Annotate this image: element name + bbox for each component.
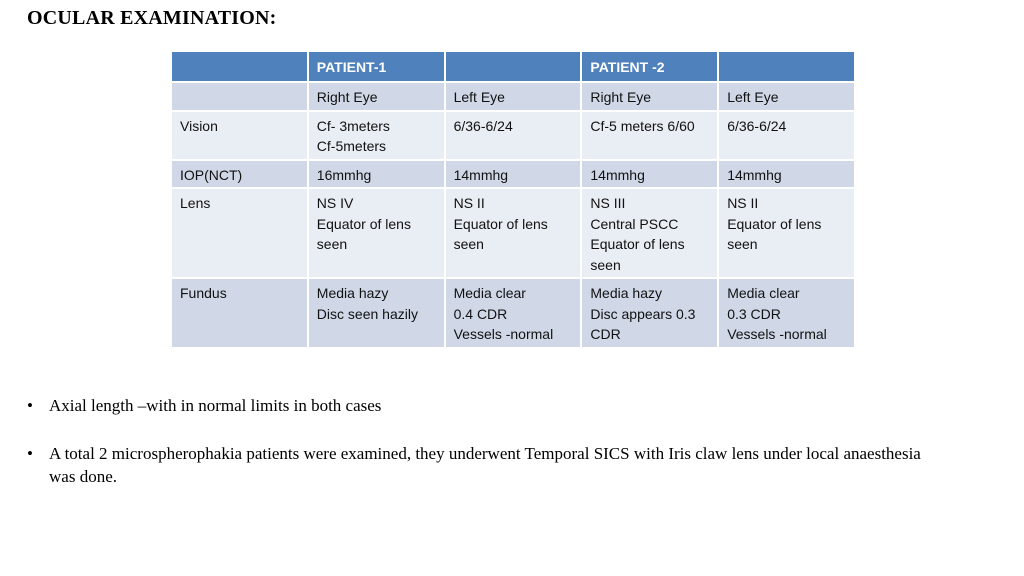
table-cell: Media hazy Disc seen hazily — [308, 278, 445, 348]
header-cell — [718, 51, 855, 82]
slide-title: OCULAR EXAMINATION: — [27, 7, 277, 29]
table-cell: NS II Equator of lens seen — [718, 188, 855, 278]
bullet-list — [27, 394, 927, 513]
row-label: Vision — [171, 111, 308, 160]
table-row-iop — [171, 160, 855, 189]
table-row-eye-side — [171, 82, 855, 111]
header-cell-patient-2: PATIENT -2 — [581, 51, 718, 82]
table-row-fundus — [171, 278, 855, 348]
table-header-row — [171, 51, 855, 82]
table-cell: Media clear 0.4 CDR Vessels -normal — [445, 278, 582, 348]
bullet-item — [27, 394, 927, 417]
bullet-text: Axial length –with in normal limits in both cases — [49, 396, 382, 415]
bullet-marker: • — [27, 444, 33, 463]
header-cell-patient-1: PATIENT-1 — [308, 51, 445, 82]
row-label: IOP(NCT) — [171, 160, 308, 189]
row-label — [171, 82, 308, 111]
table-cell: Cf- 3meters Cf-5meters — [308, 111, 445, 160]
table-cell: 14mmhg — [445, 160, 582, 189]
bullet-marker: • — [27, 396, 33, 415]
table-cell: Media clear 0.3 CDR Vessels -normal — [718, 278, 855, 348]
header-cell — [171, 51, 308, 82]
table-cell: Left Eye — [718, 82, 855, 111]
table-cell: 6/36-6/24 — [718, 111, 855, 160]
table-cell: NS IV Equator of lens seen — [308, 188, 445, 278]
table-cell: 14mmhg — [581, 160, 718, 189]
table-cell: Cf-5 meters 6/60 — [581, 111, 718, 160]
table-cell: Right Eye — [581, 82, 718, 111]
table-row-vision — [171, 111, 855, 160]
row-label: Fundus — [171, 278, 308, 348]
table-cell: Left Eye — [445, 82, 582, 111]
bullet-text: A total 2 microspherophakia patients were examined, they underwent Temporal SICS with Iris claw lens under local anaesthesia was done. — [49, 444, 921, 486]
row-label: Lens — [171, 188, 308, 278]
bullet-item — [27, 442, 927, 488]
table-cell: Media hazy Disc appears 0.3 CDR — [581, 278, 718, 348]
table-cell: NS II Equator of lens seen — [445, 188, 582, 278]
table-cell: 6/36-6/24 — [445, 111, 582, 160]
table-cell: NS III Central PSCC Equator of lens seen — [581, 188, 718, 278]
table-cell: 16mmhg — [308, 160, 445, 189]
table-row-lens — [171, 188, 855, 278]
table-cell: Right Eye — [308, 82, 445, 111]
table-cell: 14mmhg — [718, 160, 855, 189]
header-cell — [445, 51, 582, 82]
ocular-exam-table — [170, 50, 856, 349]
